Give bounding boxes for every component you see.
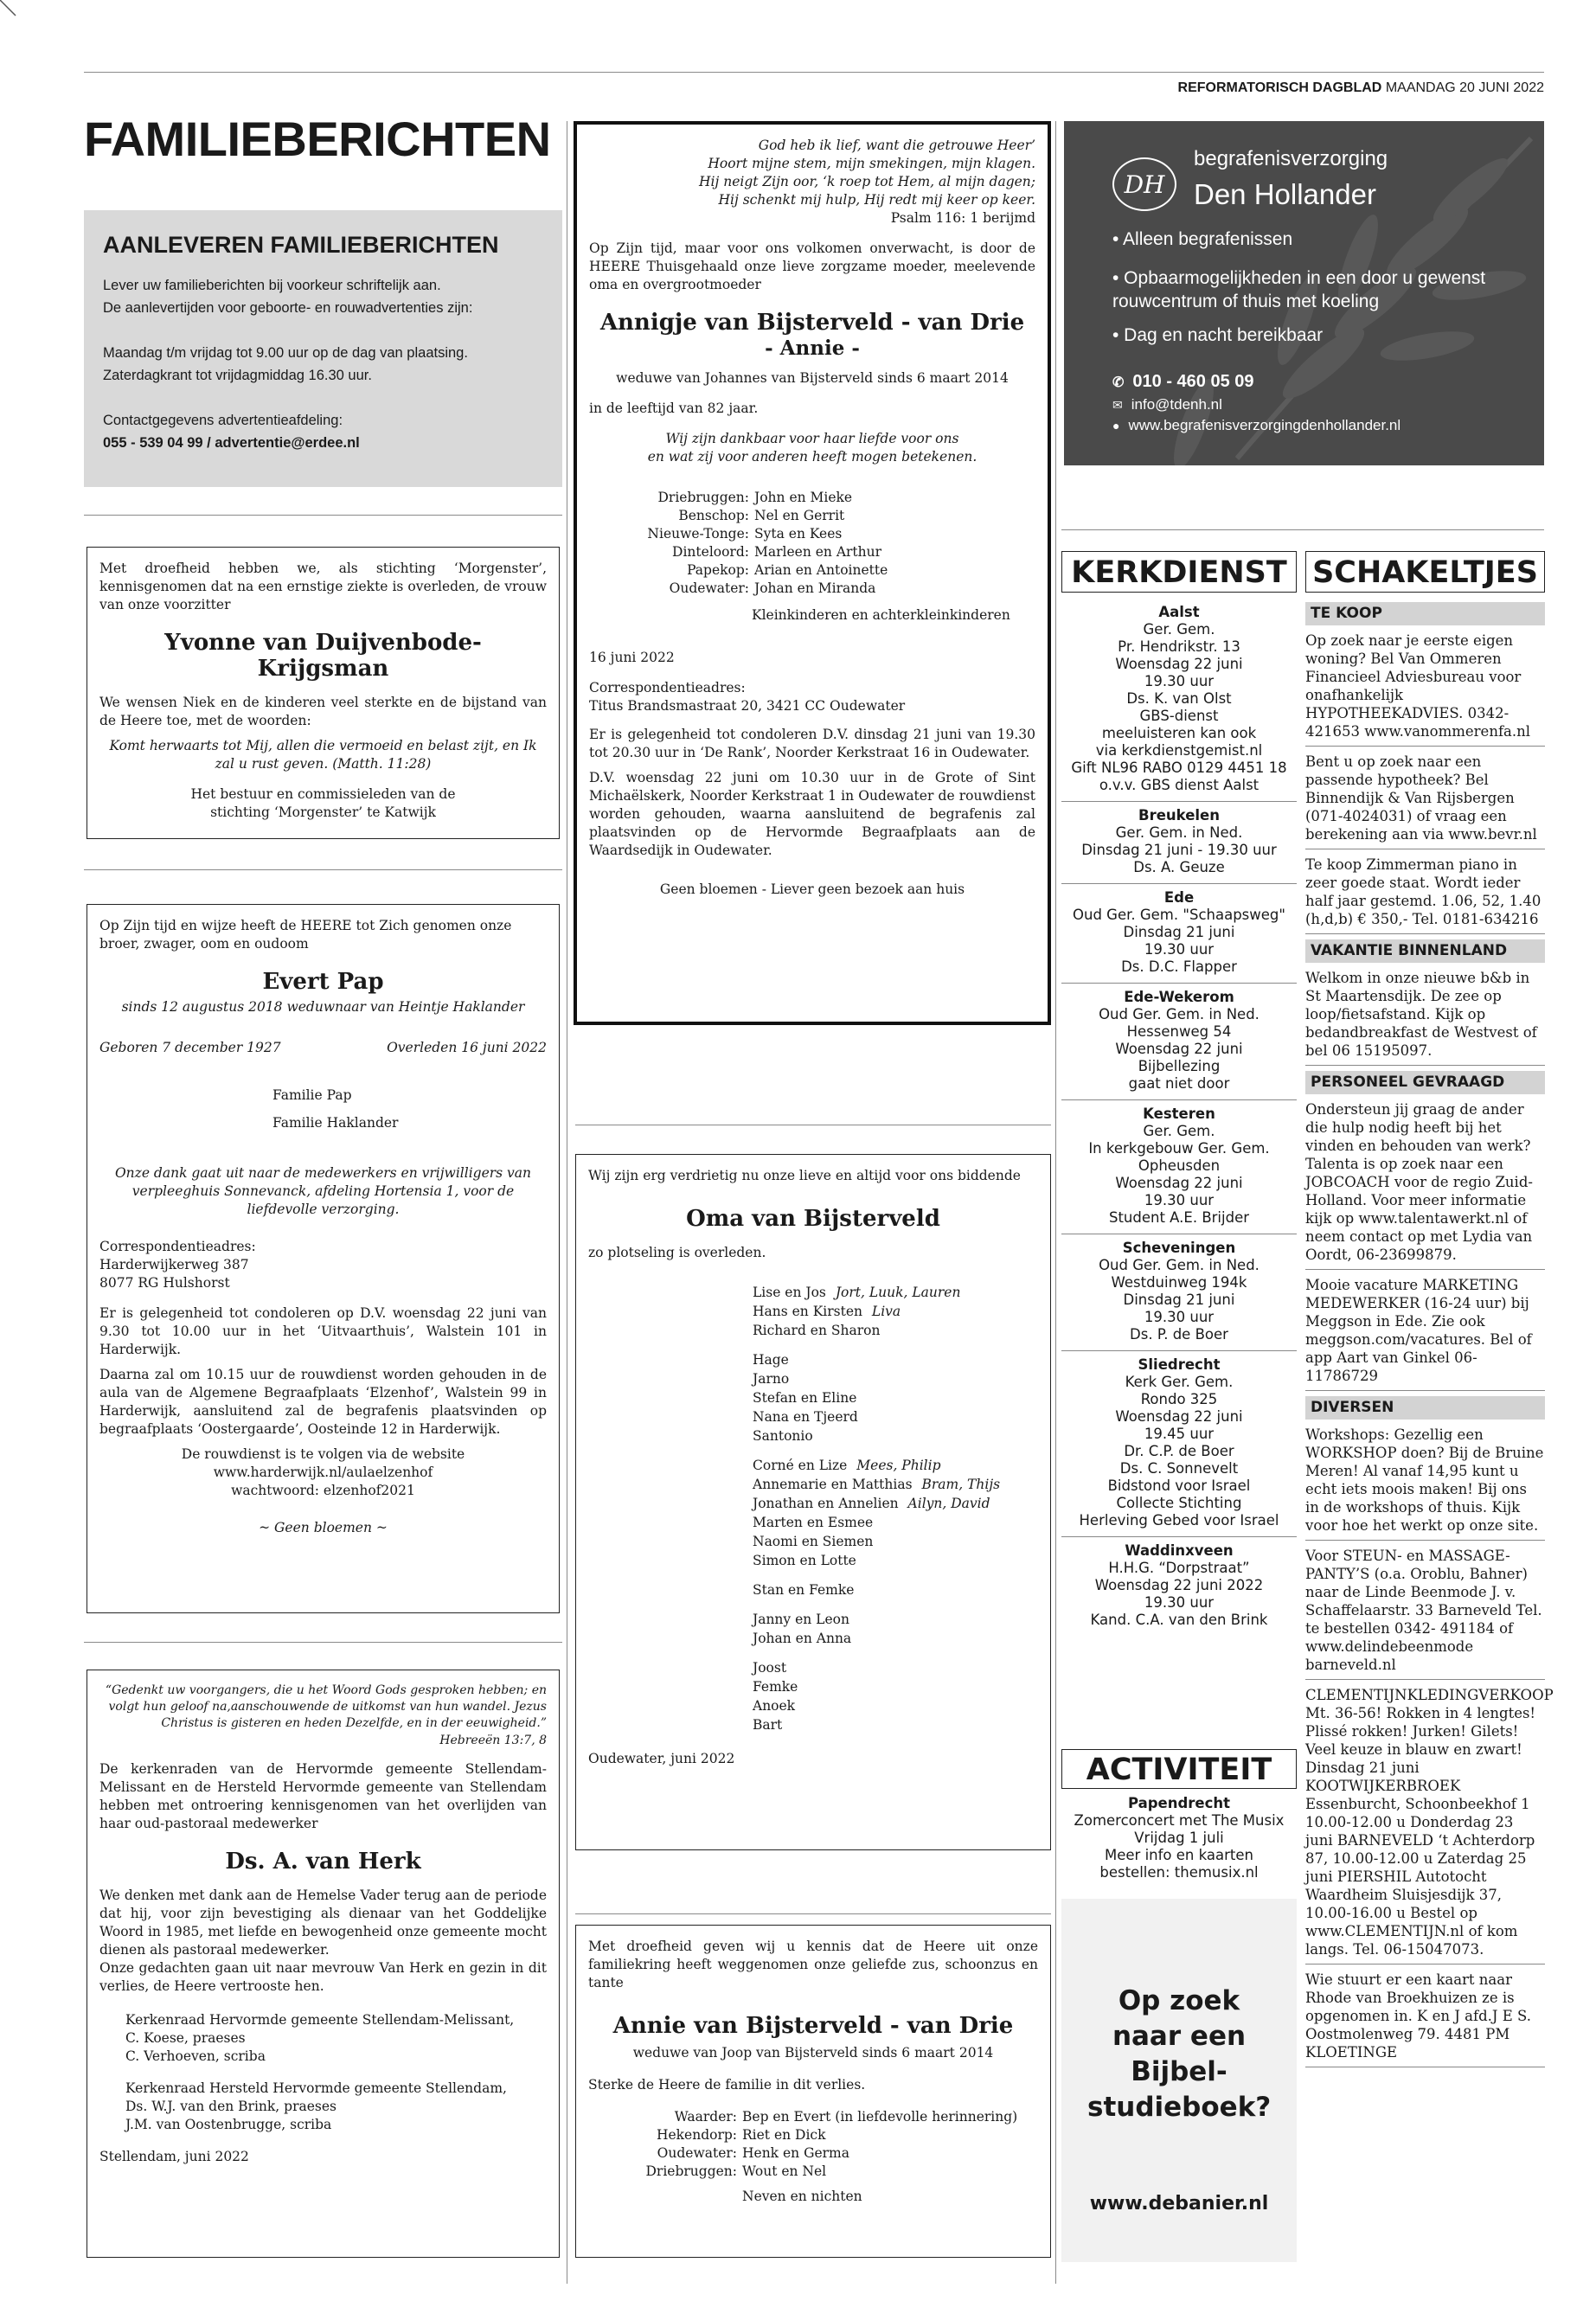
member-name: Nana en Tjeerd [753, 1409, 858, 1425]
herk-name: Ds. A. van Herk [225, 1849, 421, 1875]
kerkdienst-line: Oud Ger. Gem. in Ned. [1099, 1257, 1259, 1273]
kerkdienst-line: 19.45 uur [1144, 1426, 1215, 1442]
family-member [753, 1283, 1038, 1302]
kerkdienst-line: via kerkdienstgemist.nl [1095, 742, 1263, 759]
family-member [753, 1302, 1038, 1321]
activiteit-body [1061, 1795, 1297, 1881]
schakeltjes-item: Op zoek naar je eerste eigen woning? Bel Van Ommeren Financieel Adviesbureau voor onafhankelijk HYPOTHEEKADVIES. 0342-421653 www.vanommerenfa.nl [1305, 629, 1545, 747]
header-rule [84, 72, 1544, 73]
annigje-p2: D.V. woensdag 22 juni om 10.30 uur in de Grote of Sint Michaëlskerk, Noorder Kerkstraat 1 in Oudewater de rouwdienst worden gehouden, waarna aansluitend de begrafenis zal plaatsvinden op de Hervormde Begraafplaats aan de Waardsedijk in Oudewater. [589, 770, 1035, 858]
member-name: Joost [753, 1660, 787, 1676]
pap-w1: De rouwdienst is te volgen via de website [181, 1446, 465, 1462]
family-names: Bep en Evert (in liefdevolle herinnering) [742, 2109, 1018, 2125]
globe-icon: ● [1112, 419, 1120, 433]
member-children: Liva [868, 1304, 901, 1319]
kerkdienst-separator [1061, 1350, 1297, 1351]
oma-intro: Wij zijn erg verdrietig nu onze lieve en altijd voor ons biddende [588, 1168, 1021, 1183]
activiteit-line: Zomerconcert met The Musix [1074, 1812, 1285, 1829]
family-names: Johan en Miranda [754, 580, 876, 596]
dh-mail: info@tdenh.nl [1131, 396, 1222, 413]
kerkdienst-line: Ds. A. Geuze [1133, 859, 1225, 875]
member-name: Annemarie en Matthias [753, 1477, 913, 1492]
kerkdienst-separator [1061, 883, 1297, 884]
dh-b2: • Opbaarmogelijkheden in een door u gewenst rouwcentrum of thuis met koeling [1112, 268, 1486, 311]
kerkdienst-place: Ede-Wekerom [1124, 989, 1234, 1005]
aanleveren-p1: Lever uw familieberichten bij voorkeur schriftelijk aan. [103, 278, 441, 293]
family-names: Nel en Gerrit [754, 508, 845, 523]
oma-family [588, 1283, 1038, 1734]
pap-born: Geboren 7 december 1927 [99, 1040, 281, 1055]
kerkdienst-separator [1061, 1099, 1297, 1100]
family-group [753, 1610, 1038, 1648]
kerkdienst-line: Ds. P. de Boer [1130, 1326, 1228, 1343]
activiteit-line: bestellen: themusix.nl [1099, 1864, 1259, 1881]
pap-addr3: 8077 RG Hulshorst [99, 1275, 230, 1291]
schakeltjes-category: DIVERSEN [1305, 1396, 1545, 1420]
family-member [753, 1513, 1038, 1532]
member-name: Jarno [753, 1371, 790, 1387]
family-member [753, 1696, 1038, 1715]
kerkdienst-place: Ede [1163, 889, 1195, 906]
ad-morgenster [87, 547, 560, 839]
kerkdienst-line: Kand. C.A. van den Brink [1090, 1612, 1268, 1628]
ad-evert-pap [87, 904, 560, 1613]
ad-annigje [574, 121, 1051, 1025]
activiteit-place: Papendrecht [1127, 1795, 1231, 1811]
family-member [753, 1610, 1038, 1629]
pap-flowers: ~ Geen bloemen ~ [259, 1520, 388, 1535]
pap-addr1: Correspondentieadres: [99, 1239, 256, 1254]
kerkdienst-line: Woensdag 22 juni [1115, 1175, 1243, 1191]
herk-s4: Kerkenraad Hersteld Hervormde gemeente Stellendam, [125, 2080, 507, 2096]
kerkdienst-line: Bidstond voor Israel [1107, 1477, 1251, 1494]
col1-rule-1 [84, 515, 562, 516]
family-place: Benschop: [678, 508, 749, 523]
herk-p2: Onze gedachten gaan uit naar mevrouw Van Herk en gezin in dit verlies, de Heere vertrooste hen. [99, 1960, 547, 1994]
ad-debanier [1061, 1899, 1297, 2262]
kerkdienst-separator [1061, 1536, 1297, 1537]
ad-annie [575, 1925, 1051, 2258]
family-place: Waarder: [674, 2109, 737, 2125]
oma-place: Oudewater, juni 2022 [588, 1751, 735, 1766]
annigje-age: in de leeftijd van 82 jaar. [589, 401, 759, 416]
member-name: Simon en Lotte [753, 1553, 856, 1568]
aanleveren-p4: Zaterdagkrant tot vrijdagmiddag 16.30 uur. [103, 368, 372, 383]
family-member [753, 1494, 1038, 1513]
activiteit-line: Vrijdag 1 juli [1134, 1830, 1224, 1846]
morgenster-intro: Met droefheid hebben we, als stichting ‘Morgenster’, kennisgenomen dat na een ernstige ziekte is overleden, de vrouw van onze voorzitter [99, 561, 547, 612]
family-group [753, 1350, 1038, 1445]
member-name: Hage [753, 1352, 789, 1368]
member-children: Ailyn, David [903, 1496, 990, 1511]
annigje-p1: Er is gelegenheid tot condoleren D.V. dinsdag 21 juni van 19.30 tot 20.30 uur in ‘De Rank’, Noorder Kerkstraat 16 in Oudewater. [589, 727, 1035, 760]
kerkdienst-line: Kerk Ger. Gem. [1125, 1374, 1234, 1390]
aanleveren-p2: De aanlevertijden voor geboorte- en rouwadvertenties zijn: [103, 300, 473, 316]
annigje-poem [589, 137, 1035, 209]
kerkdienst-line: meeluisteren kan ook [1101, 725, 1257, 741]
ad-van-herk [87, 1670, 560, 2258]
pap-w3: wachtwoord: elzenhof2021 [231, 1483, 415, 1498]
family-member [753, 1658, 1038, 1677]
annigje-psalm: Psalm 116: 1 berijmd [890, 210, 1035, 226]
pap-died: Overleden 16 juni 2022 [387, 1040, 547, 1055]
member-children: Bram, Thijs [917, 1477, 1001, 1492]
poem-line: Hij schenkt mij hulp, Hij redt mij keer op keer. [718, 192, 1035, 208]
kerkdienst-line: In kerkgebouw Ger. Gem. [1088, 1140, 1270, 1157]
kerkdienst-line: Ds. D.C. Flapper [1121, 958, 1237, 975]
annie-p1: Sterke de Heere de familie in dit verlies. [588, 2077, 866, 2093]
family-names: Wout en Nel [742, 2163, 827, 2179]
schakeltjes-item: Wie stuurt er een kaart naar Rhode van Broekhuizen ze is opgenomen in. K en J afd.J E S. Oostmolenweg 79. 4481 PM KLOETINGE [1305, 1968, 1545, 2067]
member-children: Mees, Philip [852, 1458, 941, 1473]
annie-sub: weduwe van Joop van Bijsterveld sinds 6 maart 2014 [632, 2045, 994, 2061]
herk-s6: J.M. van Oostenbrugge, scriba [125, 2117, 332, 2132]
kerkdienst-line: 19.30 uur [1144, 673, 1215, 689]
annigje-sub: weduwe van Johannes van Bijsterveld sinds 6 maart 2014 [616, 370, 1009, 386]
annie-end: Neven en nichten [742, 2189, 862, 2204]
kerkdienst-line: Woensdag 22 juni [1115, 1408, 1243, 1425]
annigje-name: Annigje van Bijsterveld - van Drie [599, 310, 1025, 336]
annigje-thanks2: en wat zij voor anderen heeft mogen betekenen. [647, 449, 977, 465]
banier-question: Op zoek naar een Bijbel-studieboek? [1087, 1985, 1272, 2123]
schakeltjes-category: VAKANTIE BINNENLAND [1305, 939, 1545, 963]
kerkdienst-line: Woensdag 22 juni [1115, 656, 1243, 672]
aanleveren-p3: Maandag t/m vrijdag tot 9.00 uur op de dag van plaatsing. [103, 345, 468, 361]
poem-line: Hij neigt Zijn oor, ‘k roep tot Hem, al mijn dagen; [699, 174, 1035, 189]
kerkdienst-line: o.v.v. GBS dienst Aalst [1099, 777, 1259, 793]
kerkdienst-place: Breukelen [1138, 807, 1220, 824]
pap-p1: Er is gelegenheid tot condoleren op D.V. woensdag 22 juni van 9.30 tot 10.00 uur in het ‘Uitvaarthuis’, Walstein 101 in Harderwijk. [99, 1305, 547, 1357]
family-names: Marleen en Arthur [754, 544, 882, 560]
kerkdienst-separator [1061, 801, 1297, 802]
member-name: Femke [753, 1679, 798, 1695]
family-names: Syta en Kees [754, 526, 843, 542]
family-place: Driebruggen: [645, 2163, 737, 2179]
dh-mail-row [1112, 396, 1222, 413]
ad-oma [575, 1154, 1051, 1850]
kerkdienst-line: Oud Ger. Gem. in Ned. [1099, 1006, 1259, 1022]
annigje-addr2: Titus Brandsmastraat 20, 3421 CC Oudewater [589, 698, 906, 714]
kerkdienst-place: Scheveningen [1122, 1240, 1236, 1256]
family-member [753, 1715, 1038, 1734]
schakeltjes-category: PERSONEEL GEVRAAGD [1305, 1071, 1545, 1094]
header-date: MAANDAG 20 JUNI 2022 [1385, 80, 1544, 95]
annigje-date: 16 juni 2022 [589, 650, 675, 665]
phone-icon: ✆ [1112, 375, 1125, 390]
family-names: Riet en Dick [742, 2127, 826, 2143]
kerkdienst-place: Aalst [1158, 604, 1200, 620]
annigje-addr1: Correspondentieadres: [589, 680, 746, 695]
annie-intro: Met droefheid geven wij u kennis dat de Heere uit onze familiekring heeft weggenomen onze geliefde zus, schoonzus en tante [588, 1939, 1038, 1990]
dh-logo [1112, 157, 1176, 211]
schakeltjes-item: CLEMENTIJNKLEDINGVERKOOP Mt. 36-56! Rokken in 4 lengtes! Plissé rokken! Jurken! Gilets! Veel keuze in blauw en zwart! Dinsdag 21 juni KOOTWIJKERBROEK Essenburcht, Schoonbeekhof 1 10.00-12.00 u Donderdag 23 juni BARNEVELD ‘t Achterdorp 87, 10.00-12.00 u Zaterdag 25 juni PIERSHIL Autotocht Waardheim Sluisjesdijk 37, 10.00-16.00 u Bestel op www.CLEMENTIJN.nl of kom langs. Tel. 06-15047073. [1305, 1683, 1545, 1965]
oma-sub: zo plotseling is overleden. [588, 1245, 766, 1260]
family-place: Dinteloord: [672, 544, 749, 560]
member-name: Stan en Femke [753, 1582, 855, 1598]
herk-intro: De kerkenraden van de Hervormde gemeente Stellendam-Melissant en de Hersteld Hervormde gemeente van Stellendam hebben met ontroering kennisgenomen van het overlijden van haar oud-pastoraal medewerker [99, 1761, 547, 1831]
oma-name: Oma van Bijsterveld [686, 1206, 940, 1232]
member-children: Jort, Luuk, Lauren [830, 1285, 961, 1300]
family-place: Oudewater: [669, 580, 749, 596]
family-member [753, 1629, 1038, 1648]
kerkdienst-line: Dinsdag 21 juni [1123, 1292, 1235, 1308]
schakeltjes-item: Voor STEUN- en MASSAGE-PANTY’S (o.a. Oroblu, Bahner) naar de Linde Beenmode J. v. Schaffelaarstr. 33 Barneveld Tel. te bestellen 0342- 491184 of www.delindebeenmode barneveld.nl [1305, 1544, 1545, 1680]
family-group [753, 1283, 1038, 1340]
pap-w2: www.harderwijk.nl/aulaelzenhof [213, 1465, 433, 1480]
herk-quote: “Gedenkt uw voorgangers, die u het Woord Gods gesproken hebben; en volgt hun geloof na,aanschouwende de uitkomst van hun wandel. Jezus Christus is gisteren en heden Dezelfde, en in der eeuwigheid.” [105, 1683, 547, 1730]
kerkdienst-place: Waddinxveen [1125, 1542, 1234, 1559]
schakeltjes-header: SCHAKELTJES [1305, 551, 1545, 593]
crop-mark [0, 0, 17, 17]
kerkdienst-line: Woensdag 22 juni [1115, 1041, 1243, 1057]
pap-sub: sinds 12 augustus 2018 weduwnaar van Heintje Haklander [121, 999, 525, 1015]
morgenster-sign: Het bestuur en commissieleden van de stichting ‘Morgenster’ te Katwijk [190, 786, 456, 820]
family-member [753, 1350, 1038, 1369]
family-group [753, 1658, 1038, 1734]
kerkdienst-line: Opheusden [1138, 1157, 1221, 1174]
kerkdienst-line: Ds. K. van Olst [1126, 690, 1232, 707]
family-place: Papekop: [687, 562, 749, 578]
kerkdienst-separator [1061, 983, 1297, 984]
family-member [753, 1388, 1038, 1407]
member-name: Hans en Kirsten [753, 1304, 862, 1319]
aanleveren-contact: 055 - 539 04 99 / advertentie@erdee.nl [103, 435, 360, 451]
pap-addr2: Harderwijkerweg 387 [99, 1257, 249, 1272]
member-name: Johan en Anna [753, 1631, 852, 1646]
kerkdienst-line: 19.30 uur [1144, 1192, 1215, 1208]
banier-url: www.debanier.nl [1089, 2193, 1269, 2214]
herk-s3: C. Verhoeven, scriba [125, 2048, 266, 2064]
kerkdienst-list [1061, 599, 1297, 1629]
kerkdienst-line: Westduinweg 194k [1111, 1274, 1247, 1291]
col1-rule-2 [84, 869, 562, 870]
poem-line: God heb ik lief, want die getrouwe Heer’ [758, 138, 1035, 153]
activiteit-header: ACTIVITEIT [1061, 1749, 1297, 1789]
family-member [753, 1580, 1038, 1599]
member-name: Naomi en Siemen [753, 1534, 874, 1549]
pap-p2: Daarna zal om 10.15 uur de rouwdienst worden gehouden in de aula van de Algemene Begraafplaats ‘Elzenhof’, Walstein 99 in Harderwijk, aansluitend zal de begrafenis plaatsvinden op begraafplaats ‘Oostergaarde’, Oosteinde 12 in Harderwijk. [99, 1367, 547, 1437]
pap-thanks: Onze dank gaat uit naar de medewerkers en vrijwilligers van verpleeghuis Sonnevanck, afdeling Hortensia 1, voor de liefdevolle verzorging. [114, 1165, 532, 1217]
dh-web-row [1112, 417, 1401, 434]
family-group [753, 1580, 1038, 1599]
dh-b3: • Dag en nacht bereikbaar [1112, 325, 1324, 345]
kerkdienst-line: Ds. C. Sonnevelt [1119, 1460, 1239, 1477]
kerkdienst-line: gaat niet door [1128, 1075, 1230, 1092]
morgenster-p1: We wensen Niek en de kinderen veel sterkte en de bijstand van de Heere toe, met de woorden: [99, 695, 547, 728]
member-name: Santonio [753, 1428, 813, 1444]
morgenster-name: Yvonne van Duijvenbode-Krijgsman [164, 630, 482, 682]
member-name: Lise en Jos [753, 1285, 826, 1300]
page-header [1178, 80, 1544, 96]
kerkdienst-place: Kesteren [1143, 1106, 1215, 1122]
family-names: John en Mieke [754, 490, 853, 505]
member-name: Jonathan en Annelien [753, 1496, 899, 1511]
mail-icon: ✉ [1112, 398, 1123, 412]
schakeltjes-item: Mooie vacature MARKETING MEDEWERKER (16-24 uur) bij Meggson in Ede. Zie ook meggson.com/vacatures. Bel of app Aart van Ginkel 06-11786729 [1305, 1273, 1545, 1391]
schakeltjes-category: TE KOOP [1305, 602, 1545, 625]
kerkdienst-line: 19.30 uur [1144, 1309, 1215, 1325]
annigje-end: Geen bloemen - Liever geen bezoek aan huis [659, 881, 965, 897]
kerkdienst-line: Dr. C.P. de Boer [1124, 1443, 1234, 1459]
herk-s5: Ds. W.J. van den Brink, praeses [125, 2099, 337, 2114]
annigje-family [589, 489, 1035, 598]
kerkdienst-line: Pr. Hendrikstr. 13 [1118, 638, 1240, 655]
herk-ref: Hebreeën 13:7, 8 [439, 1734, 547, 1747]
family-member [753, 1456, 1038, 1475]
kerkdienst-line: Oud Ger. Gem. "Schaapsweg" [1073, 907, 1285, 923]
dh-phone-row [1112, 372, 1254, 392]
dh-t1: begrafenisverzorging [1194, 147, 1388, 170]
kerkdienst-line: Bijbellezing [1138, 1058, 1221, 1074]
schakeltjes-item: Welkom in onze nieuwe b&b in St Maartensdijk. De zee op loop/fietsafstand. Kijk op bedandbreakfast de Westvest of bel 06 15195097. [1305, 966, 1545, 1066]
family-member [753, 1532, 1038, 1551]
kerkdienst-line: Dinsdag 21 juni [1123, 924, 1235, 940]
kerkdienst-line: Gift NL96 RABO 0129 4451 18 [1071, 760, 1287, 776]
col1-rule-3 [84, 1642, 562, 1643]
member-name: Janny en Leon [753, 1612, 849, 1627]
herk-s2: C. Koese, praeses [125, 2030, 246, 2046]
family-member [753, 1369, 1038, 1388]
kerkdienst-line: 19.30 uur [1144, 1594, 1215, 1611]
col3-rule-1 [1061, 529, 1544, 530]
family-group [753, 1456, 1038, 1570]
kerkdienst-line: 19.30 uur [1144, 941, 1215, 958]
herk-p1: We denken met dank aan de Hemelse Vader terug aan de periode dat hij, voor zijn bevestiging als dienaar van het Goddelijke Woord in 1985, met liefde en bewogenheid onze gemeente mocht dienen als pastoraal medewerker. [99, 1888, 547, 1958]
kerkdienst-line: Herleving Gebed voor Israel [1079, 1512, 1279, 1529]
pap-fam1: Familie Pap [272, 1087, 352, 1103]
annigje-grand: Kleinkinderen en achterkleinkinderen [752, 607, 1010, 623]
family-place: Hekendorp: [656, 2127, 737, 2143]
member-name: Marten en Esmee [753, 1515, 874, 1530]
family-place: Nieuwe-Tonge: [647, 526, 749, 542]
annigje-intro: Op Zijn tijd, maar voor ons volkomen onverwacht, is door de HEERE Thuisgehaald onze lieve zorgzame moeder, meelevende oma en overgrootmoeder [589, 240, 1035, 292]
kerkdienst-line: Collecte Stichting [1116, 1495, 1242, 1511]
dh-logo-text: DH [1124, 170, 1165, 199]
kerkdienst-line: Student A.E. Brijder [1108, 1209, 1250, 1226]
dh-b1: • Alleen begrafenissen [1112, 229, 1293, 249]
annie-family [588, 2108, 1038, 2181]
kerkdienst-line: Dinsdag 21 juni - 19.30 uur [1081, 842, 1277, 858]
family-member [753, 1426, 1038, 1445]
pap-fam2: Familie Haklander [272, 1115, 399, 1131]
schakeltjes-list [1305, 597, 1554, 2071]
aanleveren-box [84, 210, 562, 487]
kerkdienst-line: Rondo 325 [1140, 1391, 1218, 1407]
member-name: Richard en Sharon [753, 1323, 881, 1338]
kerkdienst-line: Woensdag 22 juni 2022 [1094, 1577, 1264, 1593]
annigje-nick: - Annie - [765, 336, 860, 360]
family-names: Henk en Germa [742, 2145, 849, 2161]
col2-rule-2 [575, 1913, 1051, 1914]
kerkdienst-line: Ger. Gem. [1143, 1123, 1215, 1139]
family-member [753, 1551, 1038, 1570]
family-member [753, 1407, 1038, 1426]
member-name: Corné en Lize [753, 1458, 848, 1473]
kerkdienst-header: KERKDIENST [1061, 551, 1297, 593]
kerkdienst-place: Sliedrecht [1138, 1356, 1221, 1373]
pap-intro: Op Zijn tijd en wijze heeft de HEERE tot Zich genomen onze broer, zwager, oom en oudoom [99, 918, 512, 952]
schakeltjes-item: Bent u op zoek naar een passende hypotheek? Bel Binnendijk & Van Rijsbergen (071-4024031) of vraag een berekening aan via www.bevr.nl [1305, 750, 1545, 849]
schakeltjes-item: Workshops: Gezellig een WORKSHOP doen? Bij de Bruine Meren! Al vanaf 14,95 kunt u echt iets moois maken! Bij ons in de workshops of thuis. Kijk voor hoe het werkt op onze site. [1305, 1423, 1545, 1541]
aanleveren-p5: Contactgegevens advertentieafdeling: [103, 413, 343, 428]
herk-place: Stellendam, juni 2022 [99, 2149, 249, 2164]
herk-s1: Kerkenraad Hervormde gemeente Stellendam-Melissant, [125, 2012, 515, 2028]
dh-web: www.begrafenisverzorgingdenhollander.nl [1128, 417, 1401, 433]
member-name: Stefan en Eline [753, 1390, 857, 1406]
schakeltjes-item: Te koop Zimmerman piano in zeer goede staat. Wordt ieder half jaar gestemd. 1.06, 52, 1.40 (h,d,b) € 350,- Tel. 0181-634216 [1305, 853, 1545, 934]
dh-t2: Den Hollander [1194, 178, 1376, 210]
activiteit-line: Meer info en kaarten [1105, 1847, 1253, 1863]
family-place: Driebruggen: [657, 490, 749, 505]
family-names: Arian en Antoinette [754, 562, 888, 578]
member-name: Bart [753, 1717, 783, 1733]
family-place: Oudewater: [657, 2145, 737, 2161]
morgenster-quote: Komt herwaarts tot Mij, allen die vermoeid en belast zijt, en Ik zal u rust geven. (Matth. 11:28) [109, 738, 537, 772]
col-divider-2 [1055, 121, 1056, 2284]
schakeltjes-item: Ondersteun jij graag de ander die hulp nodig heeft bij het vinden en behouden van werk? Talenta is op zoek naar een JOBCOACH voor de regio Zuid-Holland. Voor meer informatie kijk op www.talentawerkt.nl of neem contact op met Lydia van Oordt, 06-23699879. [1305, 1098, 1545, 1270]
page-title: FAMILIEBERICHTEN [84, 112, 551, 166]
member-name: Anoek [753, 1698, 796, 1714]
annie-name: Annie van Bijsterveld - van Drie [612, 2013, 1014, 2039]
kerkdienst-line: GBS-dienst [1139, 708, 1219, 724]
paper-name: REFORMATORISCH DAGBLAD [1177, 80, 1382, 95]
kerkdienst-line: Hessenweg 54 [1126, 1023, 1232, 1040]
annigje-thanks1: Wij zijn dankbaar voor haar liefde voor ons [665, 431, 959, 446]
ad-den-hollander [1064, 121, 1544, 465]
family-member [753, 1475, 1038, 1494]
pap-name: Evert Pap [262, 969, 384, 995]
kerkdienst-line: H.H.G. “Dorpstraat” [1108, 1560, 1250, 1576]
kerkdienst-line: Ger. Gem. [1143, 621, 1215, 638]
kerkdienst-line: Ger. Gem. in Ned. [1115, 824, 1243, 841]
family-member [753, 1321, 1038, 1340]
dh-phone: 010 - 460 05 09 [1132, 372, 1254, 391]
aanleveren-title: AANLEVEREN FAMILIEBERICHTEN [103, 232, 499, 258]
poem-line: Hoort mijne stem, mijn smekingen, mijn klagen. [708, 156, 1035, 171]
family-member [753, 1677, 1038, 1696]
